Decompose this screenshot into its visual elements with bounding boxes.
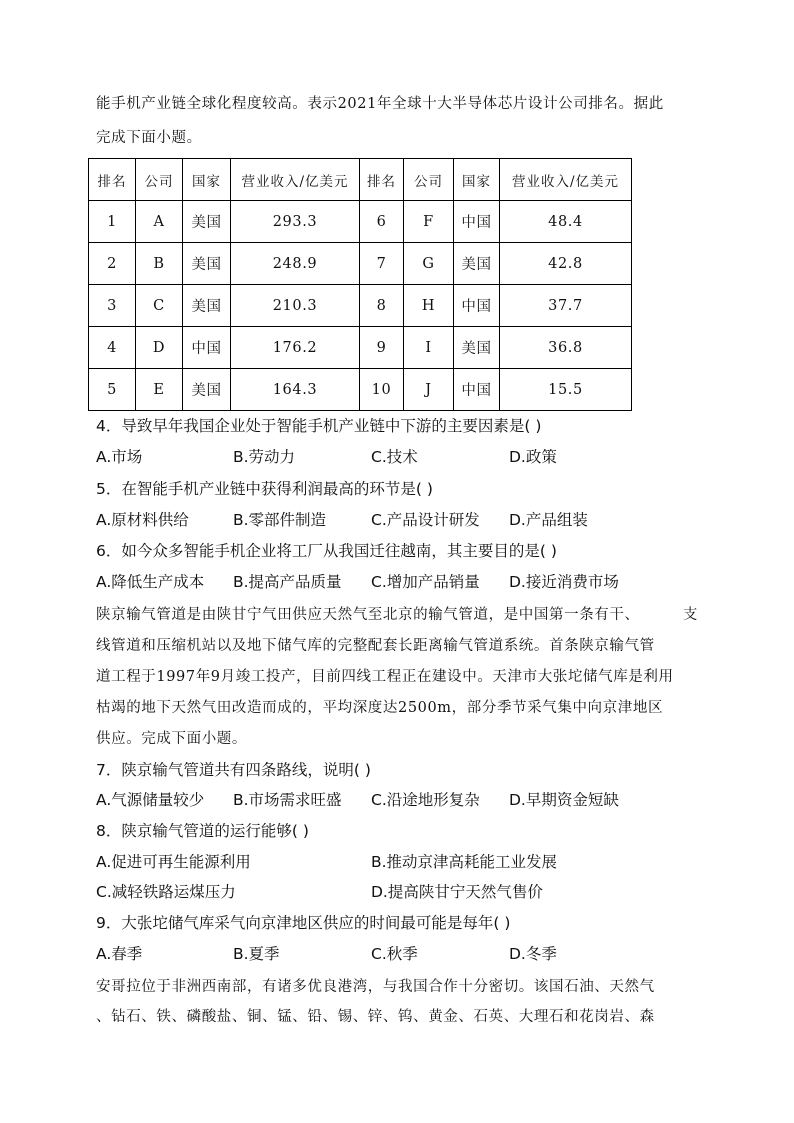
intro2-line2: 线管道和压缩机站以及地下储气库的完整配套长距离输气管道系统。首条陕京输气管 (96, 638, 655, 654)
intro2-line1-main: 陕京输气管道是由陕甘宁气田供应天然气至北京的输气管道，是中国第一条有干、 (96, 607, 640, 623)
header-cell: 公司 (136, 159, 183, 201)
question-8-stem: 8．陕京输气管道的运行能够( ) (96, 822, 309, 840)
table-cell: 5 (89, 369, 136, 411)
q7-option-b[interactable]: B.市场需求旺盛 (233, 791, 342, 809)
table-cell: 中国 (454, 369, 500, 411)
table-cell: 美国 (183, 201, 231, 243)
intro1-line1: 能手机产业链全球化程度较高。表示2021年全球十大半导体芯片设计公司排名。据此 (96, 96, 664, 112)
table-cell: 37.7 (500, 285, 632, 327)
q4-option-a[interactable]: A.市场 (96, 448, 143, 466)
header-cell: 国家 (454, 159, 500, 201)
table-cell: 美国 (454, 327, 500, 369)
chip-company-ranking-table (88, 158, 632, 411)
q4-option-d[interactable]: D.政策 (509, 448, 557, 466)
table-cell: 9 (360, 327, 404, 369)
question-6-stem: 6．如今众多智能手机企业将工厂从我国迁往越南，其主要目的是( ) (96, 542, 557, 560)
table-cell: C (136, 285, 183, 327)
q8-option-a[interactable]: A.促进可再生能源利用 (96, 853, 251, 871)
q6-option-c[interactable]: C.增加产品销量 (371, 573, 480, 591)
table-cell: 美国 (183, 243, 231, 285)
table-cell: 美国 (454, 243, 500, 285)
table-cell: 15.5 (500, 369, 632, 411)
q9-option-d[interactable]: D.冬季 (509, 945, 557, 963)
intro3-line2: 、钻石、铁、磷酸盐、铜、锰、铅、锡、锌、钨、黄金、石英、大理石和花岗岩、森 (96, 1009, 655, 1025)
intro2-line5: 供应。完成下面小题。 (96, 731, 247, 747)
table-cell: 293.3 (231, 201, 360, 243)
header-cell: 公司 (404, 159, 454, 201)
intro2-line3: 道工程于1997年9月竣工投产，目前四线工程正在建设中。天津市大张坨储气库是利用 (96, 669, 674, 685)
intro2-line4: 枯竭的地下天然气田改造而成的，平均深度达2500m，部分季节采气集中向京津地区 (96, 700, 664, 716)
table-header-row (89, 159, 632, 201)
q5-option-d[interactable]: D.产品组装 (509, 511, 588, 529)
table-cell: 中国 (183, 327, 231, 369)
table-cell: 10 (360, 369, 404, 411)
q4-option-c[interactable]: C.技术 (371, 448, 418, 466)
table-cell: 中国 (454, 285, 500, 327)
table-row (89, 243, 632, 285)
q6-option-b[interactable]: B.提高产品质量 (233, 573, 342, 591)
table-cell: 8 (360, 285, 404, 327)
table-cell: 248.9 (231, 243, 360, 285)
table-cell: 42.8 (500, 243, 632, 285)
q8-option-b[interactable]: B.推动京津高耗能工业发展 (371, 853, 558, 871)
header-cell: 排名 (360, 159, 404, 201)
q9-option-c[interactable]: C.秋季 (371, 945, 418, 963)
table-cell: A (136, 201, 183, 243)
table-cell: 美国 (183, 285, 231, 327)
table-cell: 2 (89, 243, 136, 285)
q5-option-a[interactable]: A.原材料供给 (96, 511, 189, 529)
header-cell: 营业收入/亿美元 (500, 159, 632, 201)
q5-option-c[interactable]: C.产品设计研发 (371, 511, 480, 529)
table-cell: 4 (89, 327, 136, 369)
table-cell: 1 (89, 201, 136, 243)
q8-option-d[interactable]: D.提高陕甘宁天然气售价 (371, 883, 543, 901)
q7-option-d[interactable]: D.早期资金短缺 (509, 791, 619, 809)
table-cell: 3 (89, 285, 136, 327)
table-cell: 36.8 (500, 327, 632, 369)
q7-option-c[interactable]: C.沿途地形复杂 (371, 791, 480, 809)
q6-option-d[interactable]: D.接近消费市场 (509, 573, 619, 591)
q6-option-a[interactable]: A.降低生产成本 (96, 573, 205, 591)
table-cell: 中国 (454, 201, 500, 243)
q8-option-c[interactable]: C.减轻铁路运煤压力 (96, 883, 236, 901)
table-cell: G (404, 243, 454, 285)
header-cell: 营业收入/亿美元 (231, 159, 360, 201)
question-7-stem: 7．陕京输气管道共有四条路线，说明( ) (96, 761, 371, 779)
table-row (89, 327, 632, 369)
q4-option-b[interactable]: B.劳动力 (233, 448, 296, 466)
table-cell: F (404, 201, 454, 243)
table-cell: E (136, 369, 183, 411)
table-cell: 7 (360, 243, 404, 285)
intro2-line1-end: 支 (682, 607, 698, 623)
header-cell: 国家 (183, 159, 231, 201)
table-cell: 176.2 (231, 327, 360, 369)
table-row (89, 369, 632, 411)
question-9-stem: 9．大张坨储气库采气向京津地区供应的时间最可能是每年( ) (96, 914, 511, 932)
intro3-line1: 安哥拉位于非洲西南部，有诸多优良港湾，与我国合作十分密切。该国石油、天然气 (96, 979, 655, 995)
table-cell: 210.3 (231, 285, 360, 327)
table-cell: H (404, 285, 454, 327)
table-row (89, 285, 632, 327)
table-cell: B (136, 243, 183, 285)
q5-option-b[interactable]: B.零部件制造 (233, 511, 327, 529)
table-cell: 6 (360, 201, 404, 243)
table-cell: J (404, 369, 454, 411)
intro2-line1 (96, 603, 698, 624)
q9-option-a[interactable]: A.春季 (96, 945, 143, 963)
table-row (89, 201, 632, 243)
intro1-line2: 完成下面小题。 (96, 130, 202, 146)
q7-option-a[interactable]: A.气源储量较少 (96, 791, 205, 809)
question-4-stem: 4．导致早年我国企业处于智能手机产业链中下游的主要因素是( ) (96, 417, 542, 435)
table-cell: 48.4 (500, 201, 632, 243)
header-cell: 排名 (89, 159, 136, 201)
table-cell: I (404, 327, 454, 369)
table-cell: 美国 (183, 369, 231, 411)
table-cell: 164.3 (231, 369, 360, 411)
question-5-stem: 5．在智能手机产业链中获得利润最高的环节是( ) (96, 480, 433, 498)
q9-option-b[interactable]: B.夏季 (233, 945, 280, 963)
table-cell: D (136, 327, 183, 369)
